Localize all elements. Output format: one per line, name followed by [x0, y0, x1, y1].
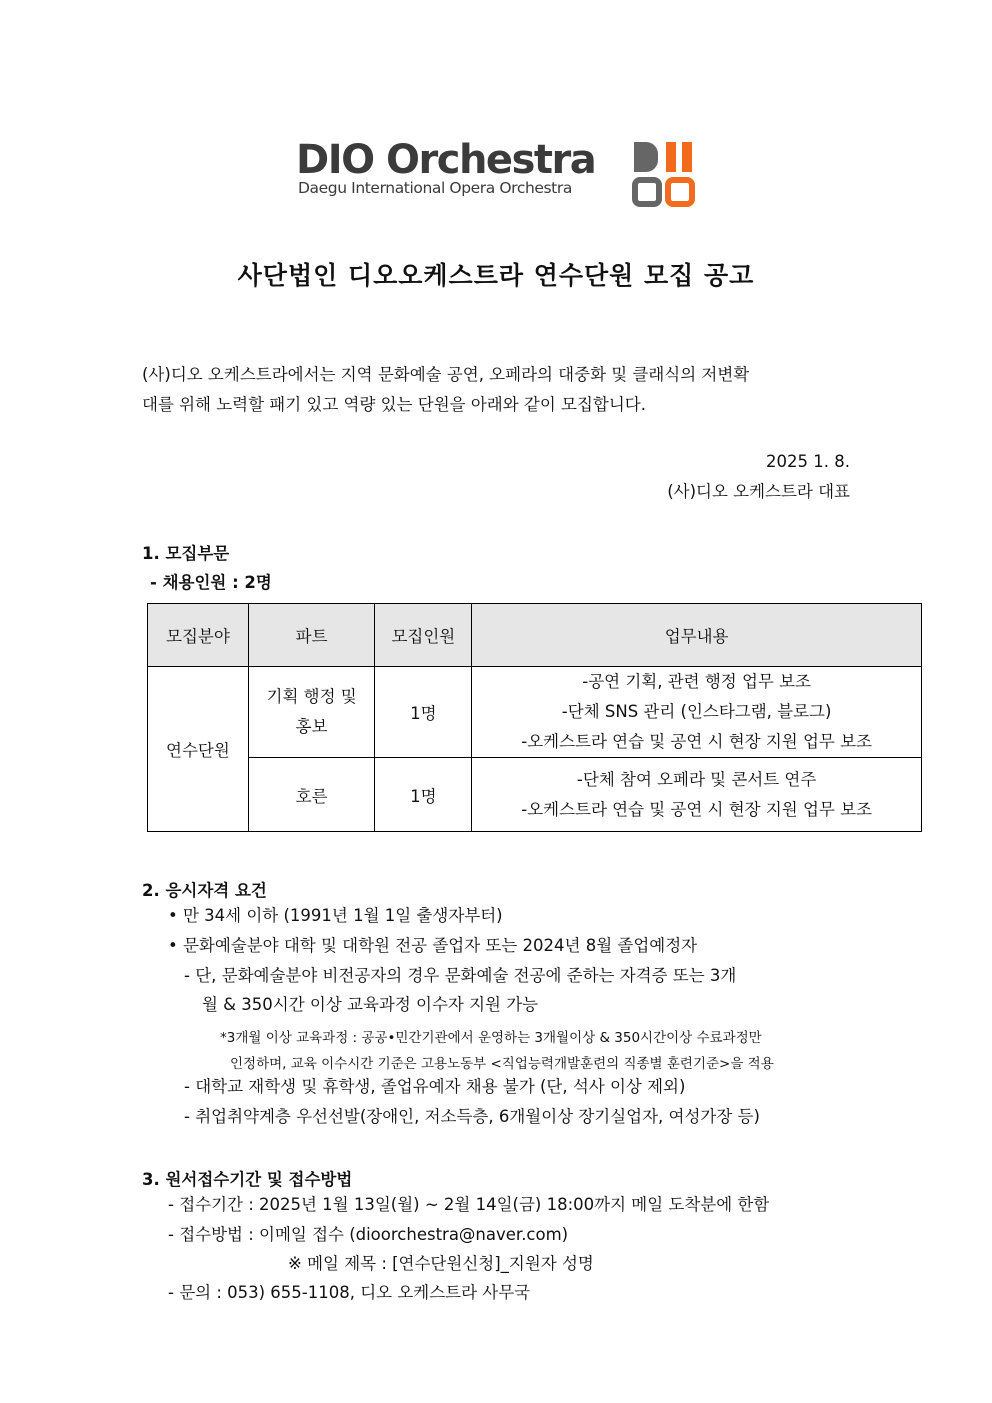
- duty-item: -단체 SNS 관리 (인스타그램, 블로그): [561, 702, 832, 721]
- part-cell: 호른: [248, 758, 375, 832]
- table-header-row: [148, 604, 922, 667]
- application-method: - 접수방법 : 이메일 접수 (dioorchestra@naver.com): [168, 1225, 569, 1244]
- count-cell: 1명: [375, 667, 472, 758]
- count-cell: 1명: [375, 758, 472, 832]
- duty-item: -오케스트라 연습 및 공연 시 현장 지원 업무 보조: [521, 732, 872, 751]
- table-row: [148, 667, 922, 758]
- application-period: - 접수기간 : 2025년 1월 13일(월) ~ 2월 14일(금) 18:00까지 메일 도착분에 한함: [168, 1195, 770, 1214]
- section-3-heading: 3. 원서접수기간 및 접수방법: [142, 1170, 353, 1189]
- qualification-exclusion: - 대학교 재학생 및 휴학생, 졸업유예자 채용 불가 (단, 석사 이상 제외): [184, 1077, 686, 1096]
- announcement-date: 2025 1. 8.: [766, 452, 850, 471]
- part-line: 기획 행정 및: [266, 687, 357, 706]
- section-1-headcount: - 채용인원 : 2명: [150, 573, 272, 592]
- course-note-1: *3개월 이상 교육과정 : 공공•민간기관에서 운영하는 3개월이상 & 350시간이상 수료과정만: [220, 1030, 762, 1046]
- orchestra-logo: [296, 136, 706, 212]
- qualification-exception-2: 월 & 350시간 이상 교육과정 이수자 지원 가능: [202, 995, 539, 1014]
- logo-wordmark: DIO Orchestra: [296, 137, 596, 183]
- part-cell: [248, 667, 375, 758]
- table-header: 업무내용: [472, 604, 922, 667]
- intro-line-1: (사)디오 오케스트라에서는 지역 문화예술 공연, 오페라의 대중화 및 클래식의 저변확: [142, 365, 750, 384]
- page-title: 사단법인 디오오케스트라 연수단원 모집 공고: [237, 261, 755, 290]
- issuer: (사)디오 오케스트라 대표: [667, 482, 850, 501]
- intro-line-2: 대를 위해 노력할 패기 있고 역량 있는 단원을 아래와 같이 모집합니다.: [142, 395, 646, 414]
- duty-item: -공연 기획, 관련 행정 업무 보조: [582, 672, 811, 691]
- table-row: [148, 758, 922, 832]
- duty-cell: [472, 667, 922, 758]
- duty-item: -단체 참여 오페라 및 콘서트 연주: [576, 769, 817, 789]
- duty-item: -오케스트라 연습 및 공연 시 현장 지원 업무 보조: [521, 799, 872, 819]
- qualification-exception-1: - 단, 문화예술분야 비전공자의 경우 문화예술 전공에 준하는 자격증 또는 3개: [184, 966, 737, 985]
- contact-info: - 문의 : 053) 655-1108, 디오 오케스트라 사무국: [168, 1283, 531, 1302]
- table-header: 파트: [248, 604, 375, 667]
- table-header: 모집분야: [148, 604, 249, 667]
- logo-mark-icon: [632, 140, 696, 208]
- section-1-heading: 1. 모집부문: [142, 544, 230, 563]
- qualification-age: • 만 34세 이하 (1991년 1월 1일 출생자부터): [168, 906, 503, 925]
- recruitment-table: [147, 603, 922, 832]
- qualification-degree: • 문화예술분야 대학 및 대학원 전공 졸업자 또는 2024년 8월 졸업예정자: [168, 936, 698, 955]
- logo-subtitle: Daegu International Opera Orchestra: [298, 179, 572, 197]
- qualification-priority: - 취업취약계층 우선선발(장애인, 저소득층, 6개월이상 장기실업자, 여성가장 등): [184, 1107, 760, 1126]
- section-2-heading: 2. 응시자격 요건: [142, 881, 267, 900]
- email-subject-note: ※ 메일 제목 : [연수단원신청]_지원자 성명: [288, 1254, 594, 1273]
- field-cell: 연수단원: [148, 667, 249, 832]
- part-line: 홍보: [295, 717, 328, 736]
- course-note-2: 인정하며, 교육 이수시간 기준은 고용노동부 <직업능력개발훈련의 직종별 훈련기준>을 적용: [230, 1056, 774, 1072]
- table-header: 모집인원: [375, 604, 472, 667]
- duty-cell: [472, 758, 922, 832]
